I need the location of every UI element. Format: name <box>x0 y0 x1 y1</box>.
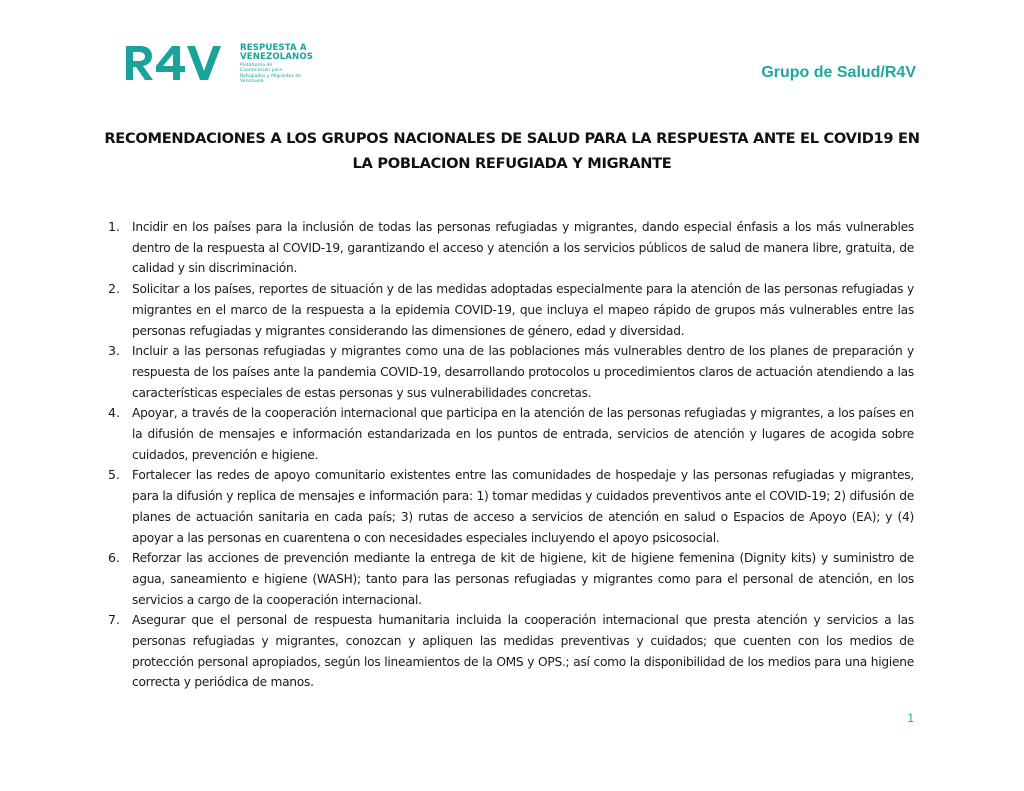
list-item-number: 6. <box>108 550 121 566</box>
list-item-text: Incluir a las personas refugiadas y migrantes como una de las poblaciones más vulnerables dentro de los planes de preparación y respuesta de los países ante la pandemia COVID-19, desarrollando protocolos u procedimientos claros de actuación atendiendo a las características especiales de estas personas y sus vulnerabilidades concretas. <box>132 344 914 400</box>
list-item-number: 2. <box>108 281 121 297</box>
list-item <box>108 403 914 465</box>
logo-text <box>240 44 313 85</box>
list-item-number: 4. <box>108 405 121 421</box>
page-number: 1 <box>907 711 914 725</box>
list-item-text: Asegurar que el personal de respuesta humanitaria incluida la cooperación internacional que presta atención y servicios a las personas refugiadas y migrantes, conozcan y apliquen las medidas preventivas y cuidados; que cuenten con los medios de protección personal apropiados, según los lineamientos de la OMS y OPS.; así como la disponibilidad de los medios para una higiene correcta y periódica de manos. <box>132 613 914 690</box>
list-item-number: 1. <box>108 219 121 234</box>
logo-line2: VENEZOLANOS <box>240 52 314 62</box>
recommendations-list <box>108 217 914 693</box>
group-label: Grupo de Salud/R4V <box>761 64 916 81</box>
list-item-text: Reforzar las acciones de prevención mediante la entrega de kit de higiene, kit de higiene femenina (Dignity kits) y suministro de agua, saneamiento e higiene (WASH); tanto para las personas refugiadas y migrantes como para el personal de atención, en los servicios a cargo de la cooperación internacional. <box>132 551 914 607</box>
r4v-logo <box>124 42 313 86</box>
list-item <box>108 279 914 341</box>
logo-line1: RESPUESTA A <box>240 43 307 53</box>
list-item-number: 3. <box>108 343 121 359</box>
list-item <box>108 610 914 693</box>
list-item-text: Fortalecer las redes de apoyo comunitario existentes entre las comunidades de hospedaje y las personas refugiadas y migrantes, para la difusión y replica de mensajes e información para: 1) tomar medidas y cuidados preventivos ante el COVID-19; 2) difusión de planes de actuación sanitaria en cada país; 3) rutas de acceso a servicios de atención en salud o Espacios de Apoyo (EA); y (4) apoyar a las personas en cuarentena o con necesidades especiales incluyendo el apoyo psicosocial. <box>132 468 914 545</box>
list-item <box>108 548 914 610</box>
list-item-text: Incidir en los países para la inclusión de todas las personas refugiadas y migrantes, dando especial énfasis a los más vulnerables dentro de la respuesta al COVID-19, garantizando el acceso y atención a los servicios públicos de salud de manera libre, gratuita, de calidad y sin discriminación. <box>132 220 914 276</box>
list-item-text: Solicitar a los países, reportes de situación y de las medidas adoptadas especialmente para la atención de las personas refugiadas y migrantes en el marco de la respuesta a la epidemia COVID-19, que incluya el mapeo rápido de grupos más vulnerables entre las personas refugiadas y migrantes considerando las dimensiones de género, edad y diversidad. <box>132 282 914 338</box>
list-item-number: 7. <box>108 612 121 628</box>
list-item <box>108 341 914 403</box>
list-item-number: 5. <box>108 467 121 483</box>
document-title: RECOMENDACIONES A LOS GRUPOS NACIONALES DE SALUD PARA LA RESPUESTA ANTE EL COVID19 EN LA POBLACION REFUGIADA Y MIGRANTE <box>104 130 920 172</box>
logo-subtitle: Plataforma de Coordinación para Refugiados y Migrantes de Venezuela <box>240 63 302 85</box>
list-item <box>108 465 914 548</box>
list-item <box>108 217 914 279</box>
list-item-text: Apoyar, a través de la cooperación internacional que participa en la atención de las personas refugiadas y migrantes, a los países en la difusión de mensajes e información estandarizada en los puntos de entrada, servicios de atención y lugares de acogida sobre cuidados, prevención e higiene. <box>132 406 914 462</box>
r4v-logo-mark <box>124 42 234 82</box>
